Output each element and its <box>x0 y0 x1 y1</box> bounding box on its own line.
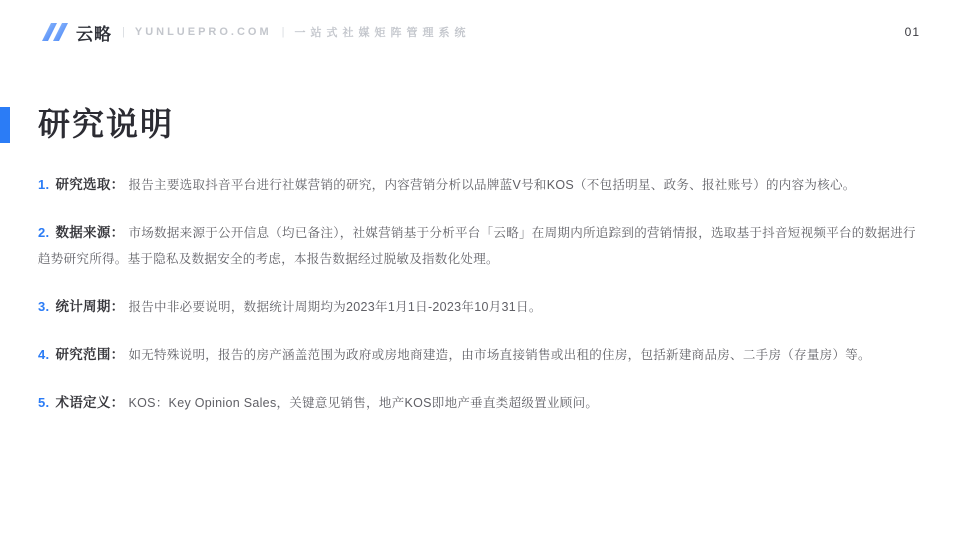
item-label: 术语定义： <box>55 395 125 410</box>
item-number: 3. <box>38 299 50 314</box>
item-text: 市场数据来源于公开信息（均已备注），社媒营销基于分析平台「云略」在周期内所追踪到的营销情报，选取基于抖音短视频平台的数据进行趋势研究所得。基于隐私及数据安全的考虑，本报告数据经过脱敏及指数化处理。 <box>38 226 916 266</box>
note-item <box>38 342 922 368</box>
item-number: 5. <box>38 395 50 410</box>
brand-name: 云略 <box>76 24 112 44</box>
page-header <box>0 0 960 64</box>
title-block <box>0 100 174 148</box>
item-text: 报告主要选取抖音平台进行社媒营销的研究，内容营销分析以品牌蓝V号和KOS（不包括明星、政务、报社账号）的内容为核心。 <box>128 178 856 192</box>
item-number: 4. <box>38 347 50 362</box>
brand-logo-icon <box>40 20 70 44</box>
title-accent-bar <box>0 107 10 143</box>
brand-logo <box>40 20 112 45</box>
header-divider: | <box>281 26 285 38</box>
item-label: 统计周期： <box>55 299 125 314</box>
item-number: 2. <box>38 225 50 240</box>
item-label: 研究选取： <box>55 177 125 192</box>
item-label: 数据来源： <box>55 225 125 240</box>
item-label: 研究范围： <box>55 347 125 362</box>
page-number: 01 <box>904 25 920 39</box>
note-item <box>38 294 922 320</box>
item-number: 1. <box>38 177 50 192</box>
note-item <box>38 220 922 272</box>
header-domain: YUNLUEPRO.COM <box>134 26 272 38</box>
notes-list <box>38 172 922 438</box>
header-divider: | <box>122 26 125 38</box>
header-tagline: 一站式社媒矩阵管理系统 <box>294 27 471 39</box>
note-item <box>38 390 922 416</box>
item-text: KOS：Key Opinion Sales，关键意见销售，地产KOS即地产垂直类超级置业顾问。 <box>128 396 599 410</box>
page-title: 研究说明 <box>38 106 175 142</box>
item-text: 报告中非必要说明，数据统计周期均为2023年1月1日-2023年10月31日。 <box>128 300 542 314</box>
note-item <box>38 172 922 198</box>
item-text: 如无特殊说明，报告的房产涵盖范围为政府或房地商建造，由市场直接销售或出租的住房，包括新建商品房、二手房（存量房）等。 <box>128 348 871 362</box>
